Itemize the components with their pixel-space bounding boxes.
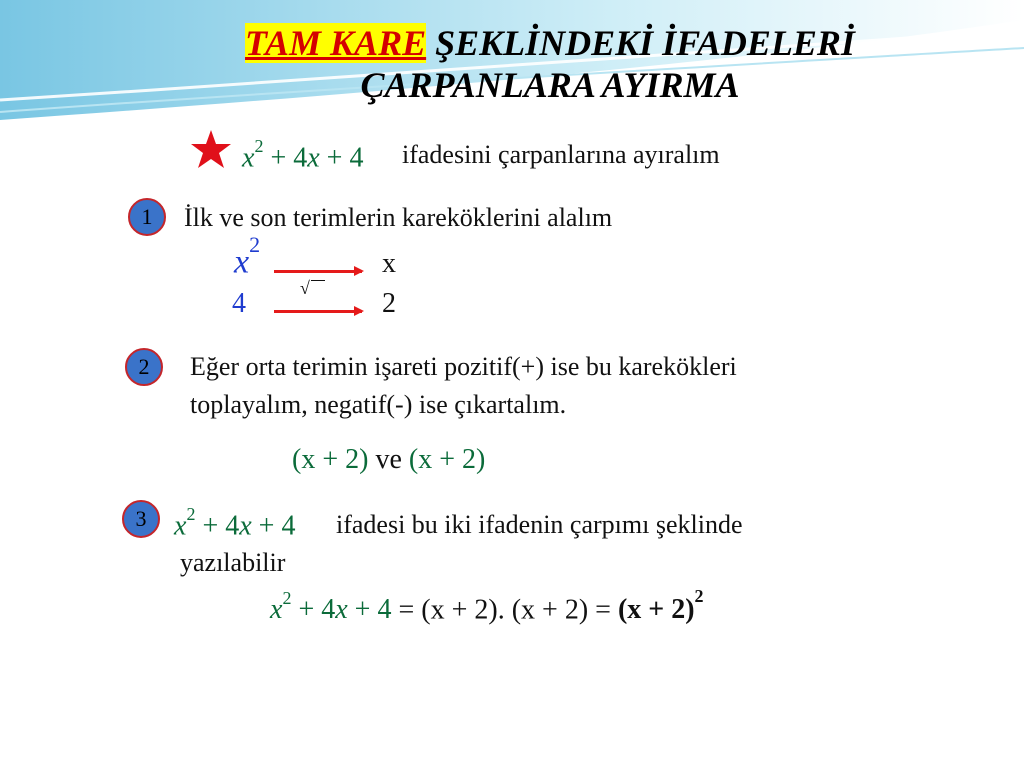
page-title [150,22,950,106]
final-product: = (x + 2). (x + 2) = [398,594,611,626]
step-1-left-term-2: 4 [232,288,246,319]
factor-2: (x + 2) [408,444,486,475]
square-root-symbol: √ [300,278,310,298]
star-icon [190,128,232,170]
arrow-1 [274,270,362,273]
final-result: $(x + 2)^2$ [617,586,704,626]
step-1-right-term-1: x [382,248,396,279]
step-1-text: İlk ve son terimlerin kareköklerini alalım [184,203,613,232]
final-expression: $x^2 + 4x + 4$ [270,588,392,626]
root-overline [311,280,325,281]
step-2-factors [292,444,485,476]
final-equation [270,586,704,626]
step-1-right-term-2: 2 [382,288,396,319]
factor-1: (x + 2) [292,444,369,475]
arrow-2 [274,310,362,313]
step-3-text-2: yazılabilir [180,548,286,577]
step-3-expression: $x^2 + 4x + 4$ [174,504,296,542]
intro-expression: $x^2 + 4x + 4$ [242,136,364,174]
factor-connector: ve [375,444,402,475]
step-2-badge: 2 [125,348,163,386]
step-2-line-2: toplayalım, negatif(-) ise çıkartalım. [190,390,567,419]
intro-text: ifadesini çarpanlarına ayıralım [402,140,720,169]
title-line-1 [150,22,950,64]
step-3-text: ifadesi bu iki ifadenin çarpımı şeklinde [336,510,743,539]
title-line-2: ÇARPANLARA AYIRMA [360,65,740,105]
step-3-badge: 3 [122,500,160,538]
title-rest: ŞEKLİNDEKİ İFADELERİ [435,23,855,63]
step-1-left-term-1: $x^2$ [234,232,261,281]
step-1-badge: 1 [128,198,166,236]
step-2-line-1: Eğer orta terimin işareti pozitif(+) ise bu karekökleri [190,352,737,381]
title-highlight: TAM KARE [245,23,427,63]
